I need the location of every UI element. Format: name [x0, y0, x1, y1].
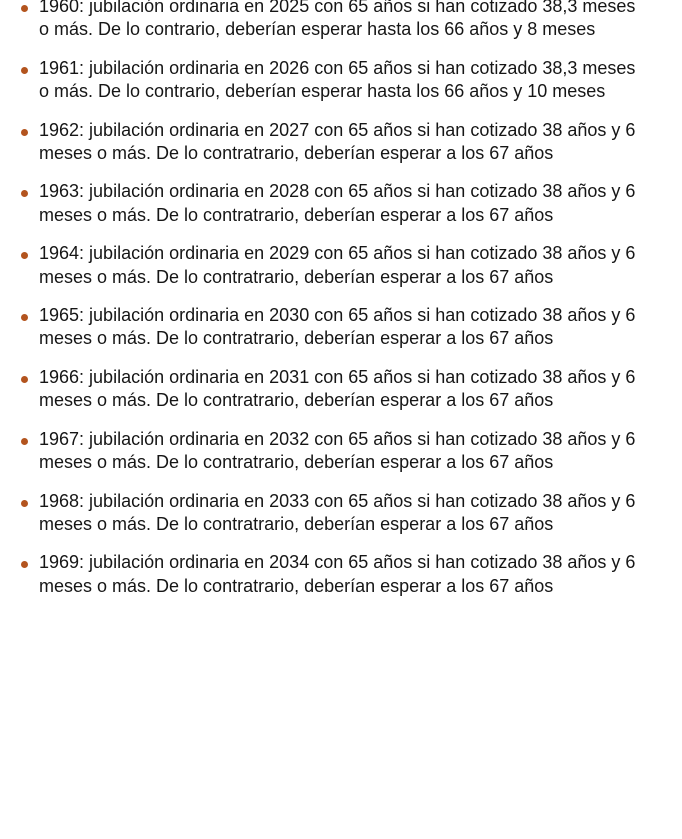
- list-item-text: 1960: jubilación ordinaria en 2025 con 65 años si han cotizado 38,3 meses o más. De lo contrario, deberían esperar hasta los 66 años y 8 meses: [39, 0, 636, 40]
- list-item: [0, 57, 682, 104]
- bullet-dot-icon: [21, 190, 28, 197]
- bullet-dot-icon: [21, 5, 28, 12]
- list-item-text: 1968: jubilación ordinaria en 2033 con 65 años si han cotizado 38 años y 6 meses o más. De lo contratrario, deberían esperar a los 67 años: [39, 490, 636, 534]
- list-item: [0, 366, 682, 413]
- list-item: [0, 0, 682, 42]
- list-item: [0, 551, 682, 598]
- bullet-dot-icon: [21, 561, 28, 568]
- list-item-text: 1966: jubilación ordinaria en 2031 con 65 años si han cotizado 38 años y 6 meses o más. De lo contratrario, deberían esperar a los 67 años: [39, 366, 636, 411]
- list-item: [0, 119, 682, 166]
- list-item-text: 1961: jubilación ordinaria en 2026 con 65 años si han cotizado 38,3 meses o más. De lo contrario, deberían esperar hasta los 66 años y 10 meses: [39, 57, 636, 102]
- list-item: [0, 428, 682, 475]
- bullet-dot-icon: [21, 314, 28, 321]
- list-item-text: 1963: jubilación ordinaria en 2028 con 65 años si han cotizado 38 años y 6 meses o más. De lo contratrario, deberían esperar a los 67 años: [39, 181, 636, 225]
- list-item: [0, 180, 682, 227]
- list-item: [0, 304, 682, 351]
- list-item-text: 1967: jubilación ordinaria en 2032 con 65 años si han cotizado 38 años y 6 meses o más. De lo contratrario, deberían esperar a los 67 años: [39, 428, 636, 473]
- bullet-dot-icon: [21, 129, 28, 136]
- bullet-dot-icon: [21, 376, 28, 383]
- list-item: [0, 490, 682, 537]
- list-item-text: 1969: jubilación ordinaria en 2034 con 65 años si han cotizado 38 años y 6 meses o más. De lo contratrario, deberían esperar a los 67 años: [39, 552, 636, 596]
- bullet-dot-icon: [21, 500, 28, 507]
- list-item-text: 1964: jubilación ordinaria en 2029 con 65 años si han cotizado 38 años y 6 meses o más. De lo contratrario, deberían esperar a los 67 años: [39, 243, 636, 287]
- bullet-dot-icon: [21, 252, 28, 259]
- bullet-dot-icon: [21, 67, 28, 74]
- bullet-dot-icon: [21, 438, 28, 445]
- list-item-text: 1962: jubilación ordinaria en 2027 con 65 años si han cotizado 38 años y 6 meses o más. De lo contratrario, deberían esperar a los 67 años: [39, 119, 636, 164]
- list-item: [0, 242, 682, 289]
- list-item-text: 1965: jubilación ordinaria en 2030 con 65 años si han cotizado 38 años y 6 meses o más. De lo contratrario, deberían esperar a los 67 años: [39, 305, 636, 349]
